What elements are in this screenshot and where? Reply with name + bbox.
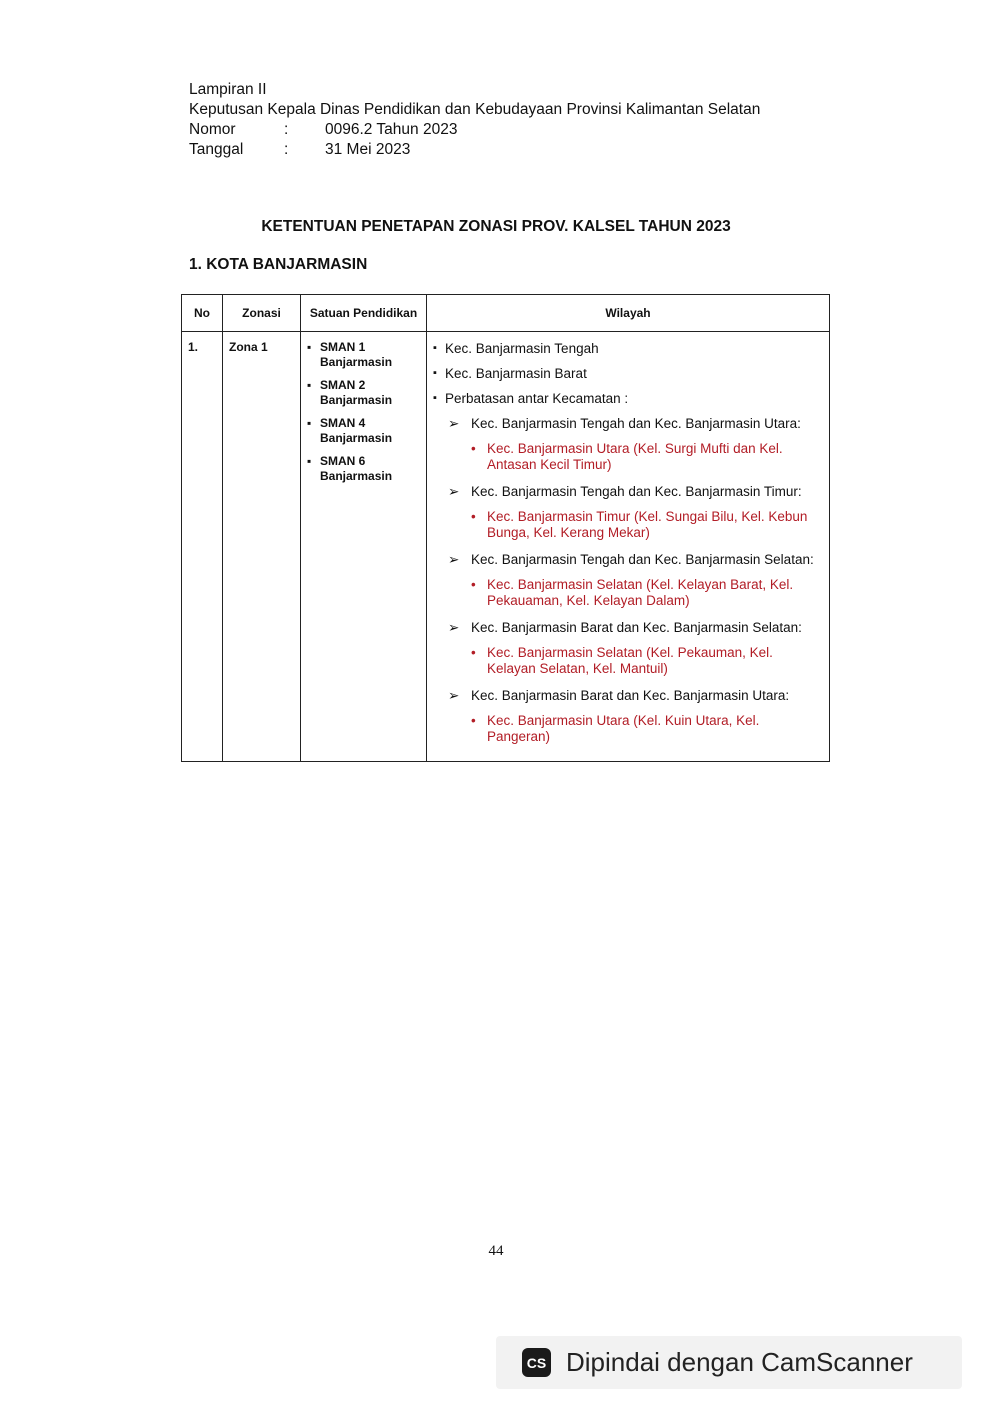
border-item <box>448 551 823 568</box>
school-list <box>301 332 427 762</box>
date-label: Tanggal <box>189 141 244 158</box>
border-item <box>448 483 823 500</box>
border-label: Kec. Banjarmasin Barat dan Kec. Banjarmasin Selatan: <box>471 620 802 635</box>
decree-title: Keputusan Kepala Dinas Pendidikan dan Kebudayaan Provinsi Kalimantan Selatan <box>189 101 761 118</box>
border-item <box>448 619 823 636</box>
wilayah-item-text: Kec. Banjarmasin Tengah <box>445 341 599 356</box>
number-separator: : <box>284 121 289 138</box>
document-title: KETENTUAN PENETAPAN ZONASI PROV. KALSEL TAHUN 2023 <box>261 218 731 235</box>
bullet-icon: ▪ <box>307 416 312 430</box>
header-wilayah: Wilayah <box>427 295 830 332</box>
arrow-icon: ➢ <box>448 688 460 703</box>
school-name: SMAN 2 Banjarmasin <box>320 378 393 407</box>
arrow-icon: ➢ <box>448 484 460 499</box>
bullet-icon: ▪ <box>307 340 312 354</box>
dot-icon: • <box>471 713 476 728</box>
school-item <box>307 454 420 484</box>
bullet-icon: ▪ <box>433 367 437 379</box>
border-label: Kec. Banjarmasin Barat dan Kec. Banjarmasin Utara: <box>471 688 790 703</box>
document-header <box>189 80 760 160</box>
table-header-row <box>182 295 830 332</box>
date-value: 31 Mei 2023 <box>325 141 411 158</box>
school-item <box>307 416 420 446</box>
table-row <box>182 332 830 762</box>
page-number: 44 <box>488 1243 504 1259</box>
bullet-icon: ▪ <box>433 342 437 354</box>
border-detail-text: Kec. Banjarmasin Timur (Kel. Sungai Bilu, Kel. Kebun Bunga, Kel. Kerang Mekar) <box>487 509 808 540</box>
arrow-icon: ➢ <box>448 620 460 635</box>
watermark-text: Dipindai dengan CamScanner <box>566 1347 913 1377</box>
number-value: 0096.2 Tahun 2023 <box>325 121 458 138</box>
border-detail <box>471 645 815 677</box>
attachment-label: Lampiran II <box>189 81 267 98</box>
school-name: SMAN 4 Banjarmasin <box>320 416 393 445</box>
camscanner-watermark <box>496 1336 962 1389</box>
bullet-icon: ▪ <box>307 454 312 468</box>
zonation-table <box>181 294 830 762</box>
border-detail <box>471 441 815 473</box>
dot-icon: • <box>471 577 476 592</box>
border-detail <box>471 577 815 609</box>
header-zonasi: Zonasi <box>223 295 301 332</box>
school-item <box>307 378 420 408</box>
border-detail-text: Kec. Banjarmasin Utara (Kel. Kuin Utara, Kel. Pangeran) <box>487 713 760 744</box>
border-label: Kec. Banjarmasin Tengah dan Kec. Banjarmasin Timur: <box>471 484 802 499</box>
date-row <box>189 140 760 160</box>
wilayah-item <box>433 365 823 382</box>
school-item <box>307 340 420 370</box>
school-name: SMAN 6 Banjarmasin <box>320 454 393 483</box>
border-detail <box>471 509 815 541</box>
arrow-icon: ➢ <box>448 416 460 431</box>
date-separator: : <box>284 141 289 158</box>
wilayah-item-text: Perbatasan antar Kecamatan : <box>445 391 629 406</box>
number-row <box>189 120 760 140</box>
header-satuan-pendidikan: Satuan Pendidikan <box>301 295 427 332</box>
border-detail-text: Kec. Banjarmasin Utara (Kel. Surgi Mufti dan Kel. Antasan Kecil Timur) <box>487 441 783 472</box>
border-detail-text: Kec. Banjarmasin Selatan (Kel. Pekauman, Kel. Kelayan Selatan, Kel. Mantuil) <box>487 645 773 676</box>
wilayah-item <box>433 340 823 357</box>
dot-icon: • <box>471 645 476 660</box>
section-heading: 1. KOTA BANJARMASIN <box>189 256 368 273</box>
number-label: Nomor <box>189 121 236 138</box>
wilayah-cell <box>427 332 830 762</box>
border-detail-text: Kec. Banjarmasin Selatan (Kel. Kelayan Barat, Kel. Pekauaman, Kel. Kelayan Dalam) <box>487 577 794 608</box>
border-label: Kec. Banjarmasin Tengah dan Kec. Banjarmasin Selatan: <box>471 552 814 567</box>
camscanner-logo-icon: CS <box>522 1348 551 1377</box>
wilayah-item <box>433 390 823 407</box>
bullet-icon: ▪ <box>307 378 312 392</box>
wilayah-item-text: Kec. Banjarmasin Barat <box>445 366 587 381</box>
school-name: SMAN 1 Banjarmasin <box>320 340 393 369</box>
bullet-icon: ▪ <box>433 392 437 404</box>
dot-icon: • <box>471 441 476 456</box>
row-number: 1. <box>182 332 223 762</box>
header-no: No <box>182 295 223 332</box>
dot-icon: • <box>471 509 476 524</box>
border-item <box>448 415 823 432</box>
row-zonasi: Zona 1 <box>223 332 301 762</box>
arrow-icon: ➢ <box>448 552 460 567</box>
border-item <box>448 687 823 704</box>
border-detail <box>471 713 815 745</box>
border-label: Kec. Banjarmasin Tengah dan Kec. Banjarmasin Utara: <box>471 416 801 431</box>
